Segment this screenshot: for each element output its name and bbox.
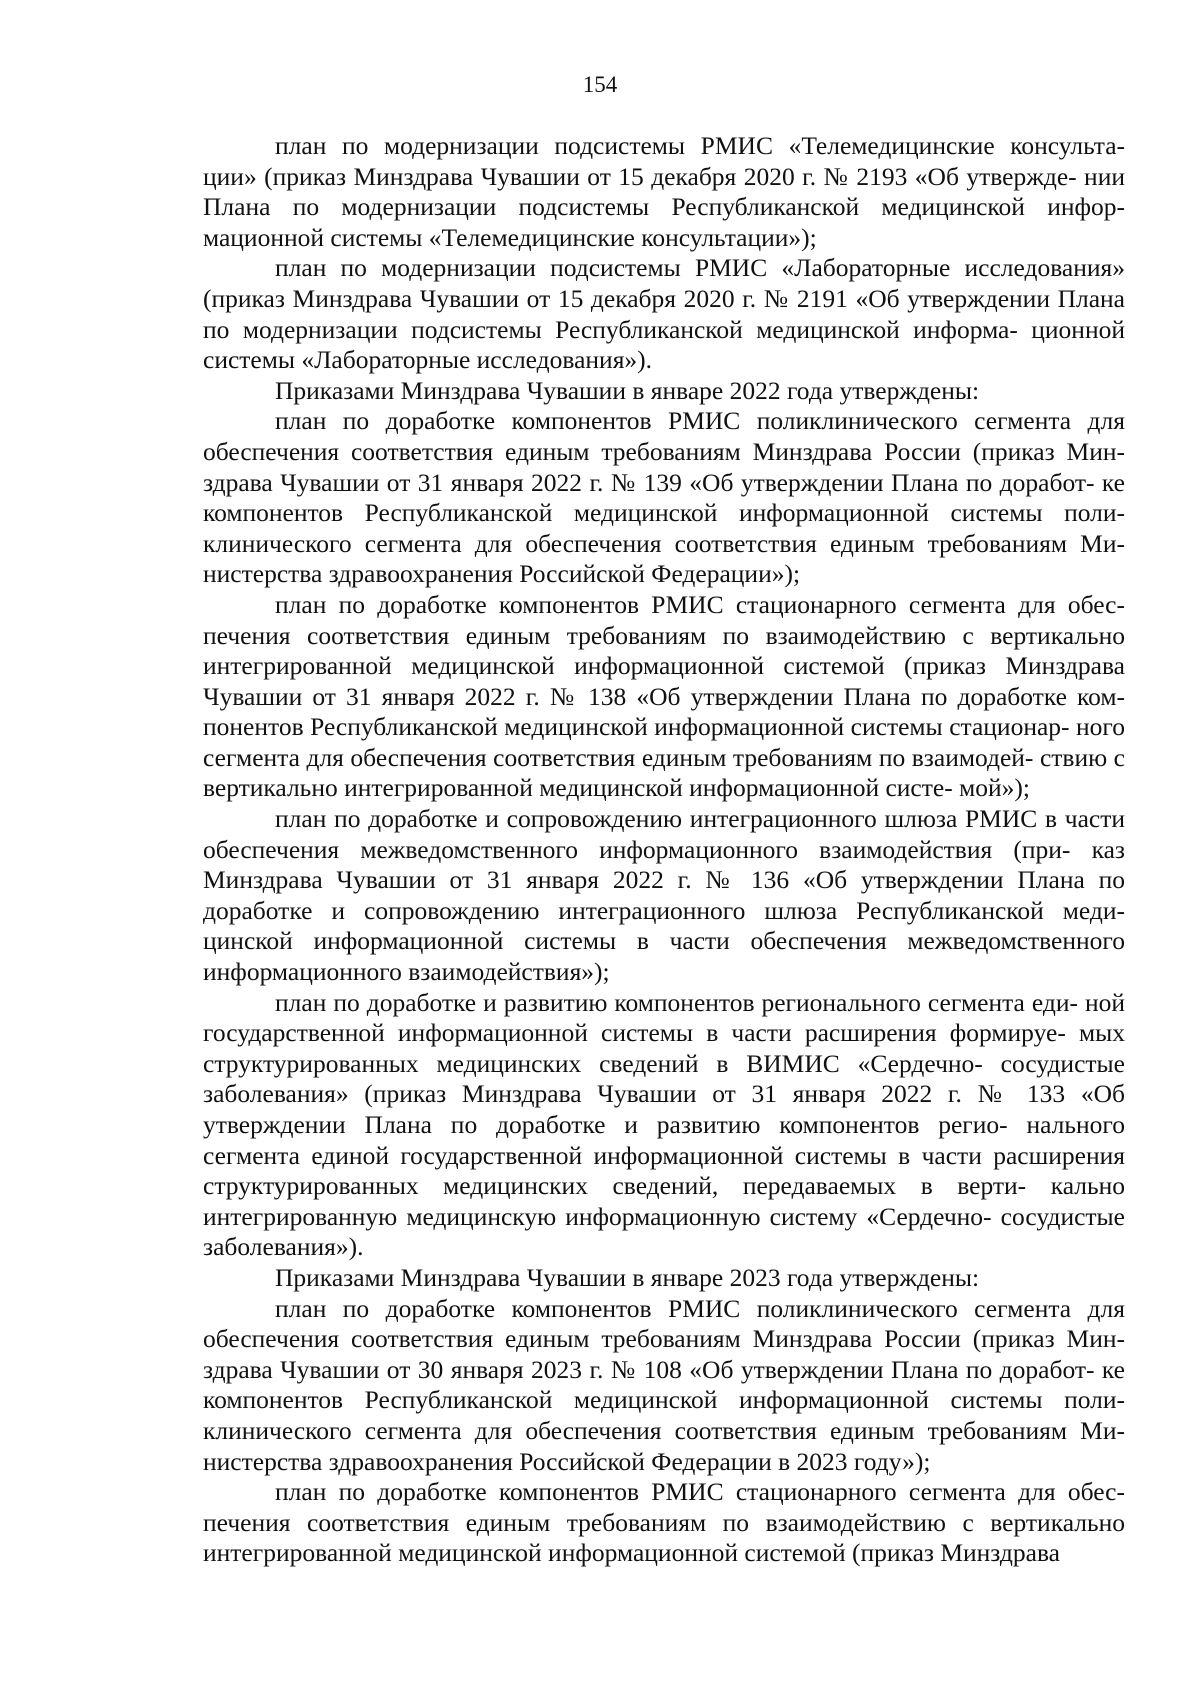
- paragraph-polyclinic-plan-2023: план по доработке компонентов РМИС поликлинического сегмента для обеспечения соответствия единым требованиям Минздрава России (приказ Мин- здрава Чувашии от 30 января 2023 г. № 108 «Об утверждении Плана по доработ- ке компонентов Республиканской медицинской информационной системы поли- клинического сегмента для обеспечения соответствия единым требованиям Ми- нистерства здравоохранения Российской Федерации в 2023 году»);: [203, 1293, 1125, 1476]
- paragraph-telemedicine-plan: план по модернизации подсистемы РМИС «Телемедицинские консульта- ции» (приказ Минздрава Чувашии от 15 декабря 2020 г. № 2193 «Об утвержде- нии Плана по модернизации подсистемы Республиканской медицинской инфор- мационной системы «Телемедицинские консультации»);: [203, 131, 1125, 252]
- paragraph-inpatient-plan-2022: план по доработке компонентов РМИС стационарного сегмента для обес- печения соответствия единым требованиям по взаимодействию с вертикально интегрированной медицинской информационной системой (приказ Минздрава Чувашии от 31 января 2022 г. № 138 «Об утверждении Плана по доработке ком- понентов Республиканской медицинской информационной системы стационар- ного сегмента для обеспечения соответствия единым требованиям по взаимодей- ствию с вертикально интегрированной медицинской информационной систе- мой»);: [203, 589, 1125, 803]
- paragraph-cardiovascular-vimis-plan: план по доработке и развитию компонентов регионального сегмента еди- ной государственной информационной системы в части расширения формируе- мых структурированных медицинских сведений в ВИМИС «Сердечно- сосудистые заболевания» (приказ Минздрава Чувашии от 31 января 2022 г. № 133 «Об утверждении Плана по доработке и развитию компонентов регио- нального сегмента единой государственной информационной системы в части расширения структурированных медицинских сведений, передаваемых в верти- кально интегрированную медицинскую информационную систему «Сердечно- сосудистые заболевания»).: [203, 987, 1125, 1262]
- paragraph-orders-2023-heading: Приказами Минздрава Чувашии в январе 2023 года утверждены:: [275, 1262, 980, 1292]
- document-body: [203, 131, 1125, 1569]
- paragraph-polyclinic-plan-2022: план по доработке компонентов РМИС поликлинического сегмента для обеспечения соответствия единым требованиям Минздрава России (приказ Мин- здрава Чувашии от 31 января 2022 г. № 139 «Об утверждении Плана по доработ- ке компонентов Республиканской медицинской информационной системы поли- клинического сегмента для обеспечения соответствия единым требованиям Ми- нистерства здравоохранения Российской Федерации»);: [203, 406, 1125, 589]
- paragraph-laboratory-plan: план по модернизации подсистемы РМИС «Лабораторные исследования» (приказ Минздрава Чувашии от 15 декабря 2020 г. № 2191 «Об утверждении Плана по модернизации подсистемы Республиканской медицинской информа- ционной системы «Лабораторные исследования»).: [203, 253, 1125, 375]
- paragraph-inpatient-plan-2023: план по доработке компонентов РМИС стационарного сегмента для обес- печения соответствия единым требованиям по взаимодействию с вертикально интегрированной медицинской информационной системой (приказ Минздрава: [203, 1477, 1125, 1568]
- paragraph-integration-gateway-plan: план по доработке и сопровождению интеграционного шлюза РМИС в части обеспечения межведомственного информационного взаимодействия (при- каз Минздрава Чувашии от 31 января 2022 г. № 136 «Об утверждении Плана по доработке и сопровождению интеграционного шлюза Республиканской меди- цинской информационной системы в части обеспечения межведомственного информационного взаимодействия»);: [203, 804, 1125, 987]
- paragraph-orders-2022-heading: Приказами Минздрава Чувашии в январе 2022 года утверждены:: [275, 375, 980, 405]
- page-number: 154: [582, 72, 618, 97]
